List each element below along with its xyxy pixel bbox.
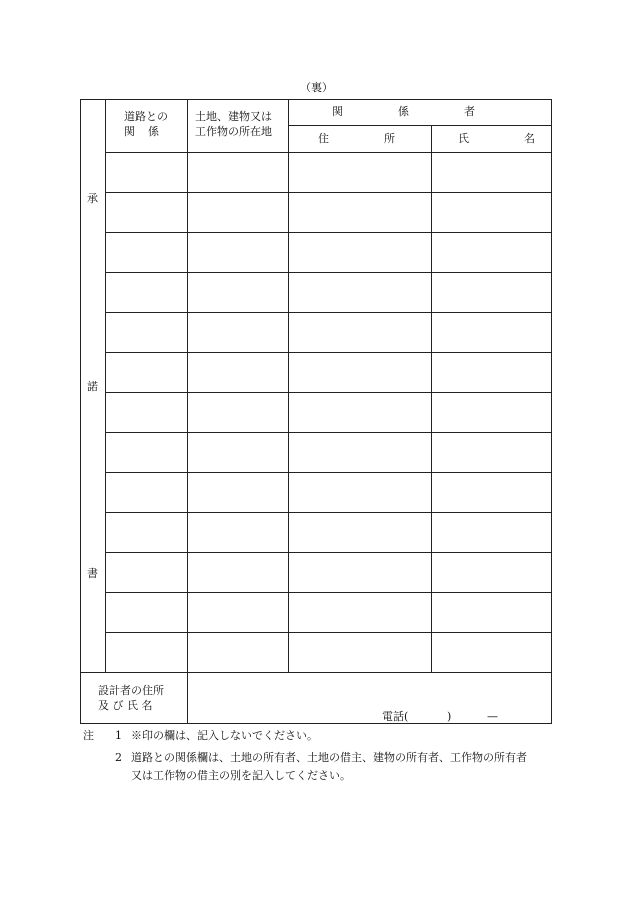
row-line — [105, 632, 552, 633]
row-line — [105, 432, 552, 433]
note-2-text-line2: 又は工作物の借主の別を記入してください。 — [131, 769, 351, 782]
note-1-text: ※印の欄は、記入しないでください。 — [131, 729, 318, 742]
road-relation-header-line2: 関 係 — [124, 125, 160, 138]
header-bottom-line — [105, 152, 552, 153]
column-divider-2 — [288, 99, 289, 672]
row-line — [105, 352, 552, 353]
note-2-number: 2 — [115, 751, 122, 764]
row-line — [105, 392, 552, 393]
row-line — [105, 512, 552, 513]
vertical-title-char-1: 承 — [87, 192, 98, 205]
related-parties-header: 関 係 者 — [332, 105, 475, 118]
phone-label: 電話( — [382, 710, 409, 723]
row-line — [105, 472, 552, 473]
note-2-text-line1: 道路との関係欄は、土地の所有者、土地の借主、建物の所有者、工作物の所有者 — [131, 751, 527, 764]
row-line — [105, 232, 552, 233]
designer-section-line — [80, 672, 552, 673]
location-header-line1: 土地、建物又は — [195, 110, 272, 123]
name-header: 氏 名 — [458, 132, 535, 145]
title-column-divider — [105, 99, 106, 672]
page-side-label: （裏） — [300, 81, 333, 94]
notes-prefix: 注 — [83, 729, 94, 742]
designer-label-line1: 設計者の住所 — [98, 684, 164, 697]
row-line — [105, 312, 552, 313]
road-relation-header-line1: 道路との — [124, 110, 168, 123]
row-line — [105, 552, 552, 553]
row-line — [105, 192, 552, 193]
address-header: 住 所 — [318, 132, 395, 145]
header-subdivider — [288, 125, 552, 126]
location-header-line2: 工作物の所在地 — [195, 125, 272, 138]
vertical-title-char-3: 書 — [87, 567, 98, 580]
row-line — [105, 272, 552, 273]
phone-close-paren: ) — [447, 710, 452, 723]
row-line — [105, 592, 552, 593]
phone-dash: — — [487, 710, 498, 723]
column-divider-3 — [431, 125, 432, 672]
vertical-title-char-2: 諾 — [87, 380, 98, 393]
designer-label-line2: 及 び 氏 名 — [98, 699, 153, 712]
note-1-number: 1 — [115, 729, 122, 742]
